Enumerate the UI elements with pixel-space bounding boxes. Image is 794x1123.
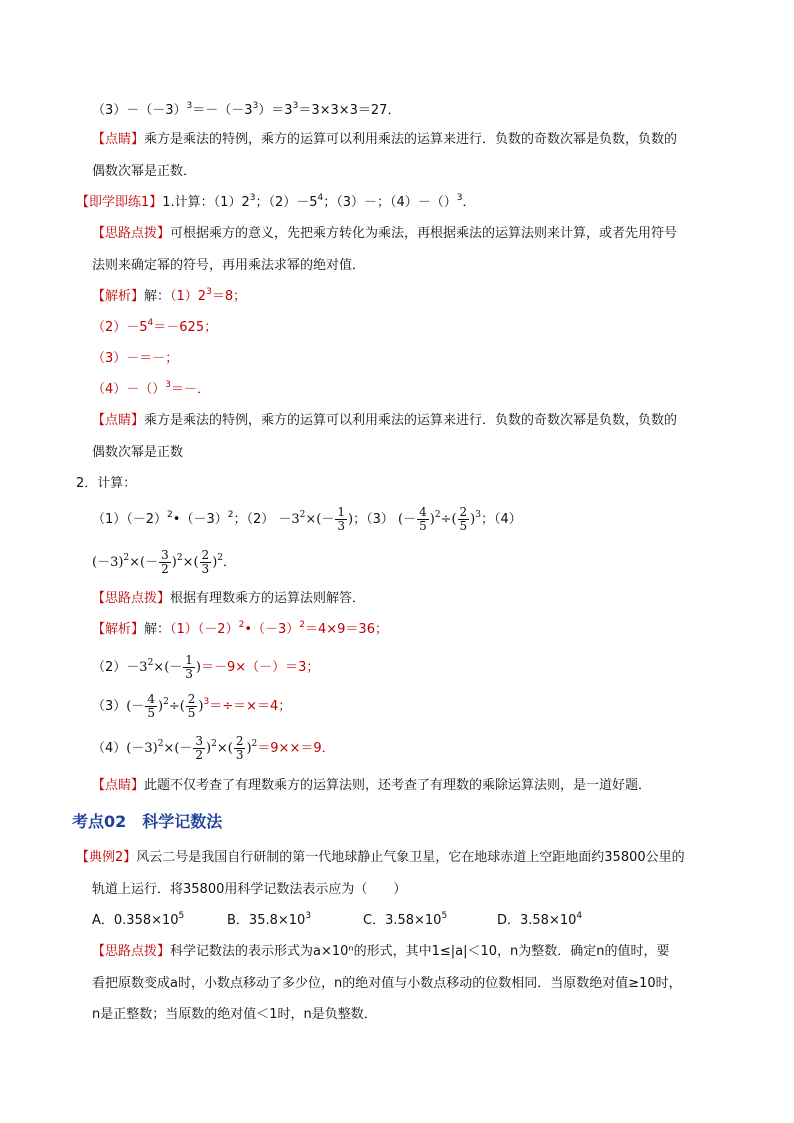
practice-question: 【即学即练1】1.计算：$(1)2^3$；$(2)-5^4$；（3）－；（4）－（）$^3$． (76, 193, 476, 210)
hint-paragraph-1: 【思路点拨】可根据乘方的意义，先把乘方转化为乘法，再根据乘法的运算法则来计算，或者先用符号 (92, 226, 678, 241)
hint-paragraph-3-cont-2: n是正整数；当原数的绝对值＜1时，n是负整数． (92, 1007, 377, 1022)
question-2-title: 2．计算： (76, 476, 137, 491)
hint-paragraph-2: 【思路点拨】根据有理数乘方的运算法则解答． (92, 591, 366, 606)
tip-paragraph-2: 【点睛】乘方是乘法的特例，乘方的运算可以利用乘法的运算来进行．负数的奇数次幂是负数，负数的 (92, 413, 678, 428)
analysis-line-4: （4）－（）$^3$＝－． (92, 380, 211, 397)
option-c[interactable]: C．$3.58\times 10^5$ (363, 911, 448, 928)
example-2-line-1: 【典例2】风云二号是我国自行研制的第一代地球静止气象卫星，它在地球赤道上空距地面约35800公里的 (76, 850, 685, 865)
tip-paragraph-1-cont: 偶数次幂是正数． (92, 164, 197, 179)
question-2-line-1: $(1)(-2)^2•(-3)^2$；$(2) -3^2\times(-$ $\frac{1}{3}$ )；（3） (－ $\frac{4}{5}$ )$^2$÷( $\frac{2}{5}$ )$^3$；（4） (92, 505, 522, 533)
analysis-2-line-1: 【解析】解：$(1)(-2)^2•(-3)^2=4\times 9=36$； (92, 620, 388, 637)
hint-paragraph-3: 【思路点拨】科学记数法的表示形式为a×10ⁿ的形式，其中1≤|a|＜10，n为整数．确定n的值时，要 (92, 944, 670, 959)
question-2-line-2: $(-3)^2\times(-$ $\frac{3}{2}$ )$^2$×( $\frac{2}{3}$ )$^2$． (92, 548, 237, 576)
option-b[interactable]: B．$35.8\times 10^3$ (227, 911, 312, 928)
analysis-2-line-2: $(2)-3^2\times(-$ $\frac{1}{3}$ )＝－9×（－）＝3； (92, 653, 320, 681)
hint-paragraph-3-cont-1: 看把原数变成a时，小数点移动了多少位，n的绝对值与小数点移动的位数相同．当原数绝对值≥10时， (92, 976, 682, 991)
tip-paragraph-2-cont: 偶数次幂是正数 (92, 445, 184, 460)
analysis-line-1: 【解析】解：$(1)2^3=8$； (92, 287, 247, 304)
option-d[interactable]: D．$3.58\times 10^4$ (497, 911, 583, 928)
tip-paragraph-3: 【点睛】此题不仅考查了有理数乘方的运算法则，还考查了有理数的乘除运算法则，是一道好题． (92, 778, 652, 793)
option-a[interactable]: A．$0.358\times 10^5$ (92, 911, 185, 928)
analysis-2-line-4: $(4)(-3)^2\times(-$ $\frac{3}{2}$ )$^2$×( $\frac{2}{3}$ )$^2$＝9××＝9． (92, 734, 335, 762)
analysis-line-3: （3）－＝－； (92, 351, 179, 366)
tip-paragraph-1: 【点睛】乘方是乘法的特例，乘方的运算可以利用乘法的运算来进行．负数的奇数次幂是负数，负数的 (92, 132, 678, 147)
analysis-line-2: $(2)-5^4=-625$； (92, 318, 218, 335)
solution-line-3: $(3)-(-3)^3=-(-3^3)=3^3=3\times 3\times 3=27$． (92, 101, 401, 118)
section-title: 考点02 科学记数法 (72, 812, 223, 831)
example-2-line-2: 轨道上运行．将35800用科学记数法表示应为（ ） (92, 882, 407, 897)
hint-paragraph-1-cont: 法则来确定幂的符号，再用乘法求幂的绝对值． (92, 258, 366, 273)
analysis-2-line-3: （3）(－ $\frac{4}{5}$ )$^2$÷( $\frac{2}{5}$ )$^3$＝÷＝×＝4； (92, 692, 292, 720)
